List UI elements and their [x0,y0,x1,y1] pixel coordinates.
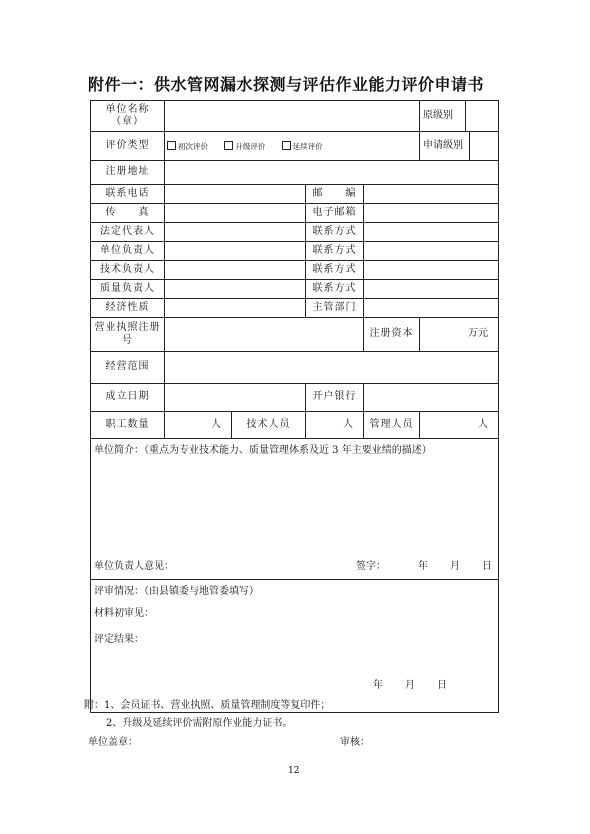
result-label: 评定结果： [94,634,144,645]
application-form-table [90,100,499,713]
quality-head-field[interactable] [165,280,306,299]
contact-label: 联系方式 [306,280,364,299]
original-level-label: 原级别 [423,109,453,121]
eval-type-label: 评价类型 [91,132,165,161]
tech-head-contact-field[interactable] [364,261,499,280]
econ-nature-field[interactable] [165,299,306,318]
contact-label: 联系方式 [306,261,364,280]
review-section[interactable] [91,580,499,713]
contact-label: 联系方式 [306,242,364,261]
initial-review-label: 材料初审见： [94,608,154,619]
intro-heading: 单位简介：（重点为专业技术能力、质量管理体系及近 3 年主要业绩的描述） [94,445,432,456]
econ-nature-label: 经济性质 [91,299,165,318]
fax-label: 传 真 [91,204,165,223]
unit-name-field[interactable] [165,101,420,132]
quality-head-contact-field[interactable] [364,280,499,299]
tech-staff-field[interactable]: 人 [306,412,364,439]
signature-line: 签字： 年 月 日 [356,560,492,572]
option-initial[interactable]: 初次评价 [167,142,208,151]
reg-capital-label: 注册资本 [364,318,420,352]
license-no-label: 营业执照注册号 [91,318,165,352]
fax-field[interactable] [165,204,306,223]
note-1: 附：1、会员证书、营业执照、质量管理制度等复印件； [84,700,331,711]
option-upgrade[interactable]: 升级评价 [224,142,265,151]
postcode-field[interactable] [364,185,499,204]
tech-head-label: 技术负责人 [91,261,165,280]
license-no-field[interactable] [165,318,364,352]
unit-head-contact-field[interactable] [364,242,499,261]
contact-phone-label: 联系电话 [91,185,165,204]
email-label: 电子邮箱 [306,204,364,223]
unit-name-label: 单位名称 （章） [91,101,165,132]
option-renewal[interactable]: 延续评价 [282,142,323,151]
seal-label: 单位盖章： [88,737,138,748]
staff-count-field[interactable]: 人 [165,412,232,439]
checkbox-icon[interactable] [167,141,176,150]
legal-rep-contact-field[interactable] [364,223,499,242]
email-field[interactable] [364,204,499,223]
contact-label: 联系方式 [306,223,364,242]
review-date: 年 月 日 [373,680,447,691]
staff-count-label: 职工数量 [91,412,165,439]
contact-phone-field[interactable] [165,185,306,204]
reg-capital-field[interactable]: 万元 [420,318,499,352]
intro-section[interactable] [91,439,499,580]
review-heading: 评审情况：（由县镇委与地管委填写） [94,586,259,597]
quality-head-label: 质量负责人 [91,280,165,299]
mgmt-staff-field[interactable]: 人 [420,412,499,439]
reg-address-field[interactable] [165,161,499,185]
head-opinion-label: 单位负责人意见： [94,560,174,572]
note-2: 2、升级及延续评价需附原作业能力证书。 [106,718,293,729]
apply-level-field[interactable] [469,132,498,160]
postcode-label: 邮 编 [306,185,364,204]
legal-rep-label: 法定代表人 [91,223,165,242]
bank-field[interactable] [364,384,499,412]
bank-label: 开户银行 [306,384,364,412]
scope-label: 经营范围 [91,352,165,384]
checkbox-icon[interactable] [282,141,291,150]
reg-address-label: 注册地址 [91,161,165,185]
unit-head-label: 单位负责人 [91,242,165,261]
reviewer-label: 审核： [340,737,370,748]
unit-head-field[interactable] [165,242,306,261]
tech-staff-label: 技术人员 [232,412,306,439]
eval-type-options [165,132,420,161]
established-field[interactable] [165,384,306,412]
mgmt-staff-label: 管理人员 [364,412,420,439]
page-number: 12 [288,766,300,776]
apply-level-label: 申请级别 [423,139,463,151]
legal-rep-field[interactable] [165,223,306,242]
original-level-field[interactable] [465,101,498,131]
supervisor-label: 主管部门 [306,299,364,318]
page-title: 附件一：供水管网漏水探测与评估作业能力评价申请书 [88,75,485,94]
scope-field[interactable] [165,352,499,384]
tech-head-field[interactable] [165,261,306,280]
supervisor-field[interactable] [364,299,499,318]
checkbox-icon[interactable] [224,141,233,150]
established-label: 成立日期 [91,384,165,412]
